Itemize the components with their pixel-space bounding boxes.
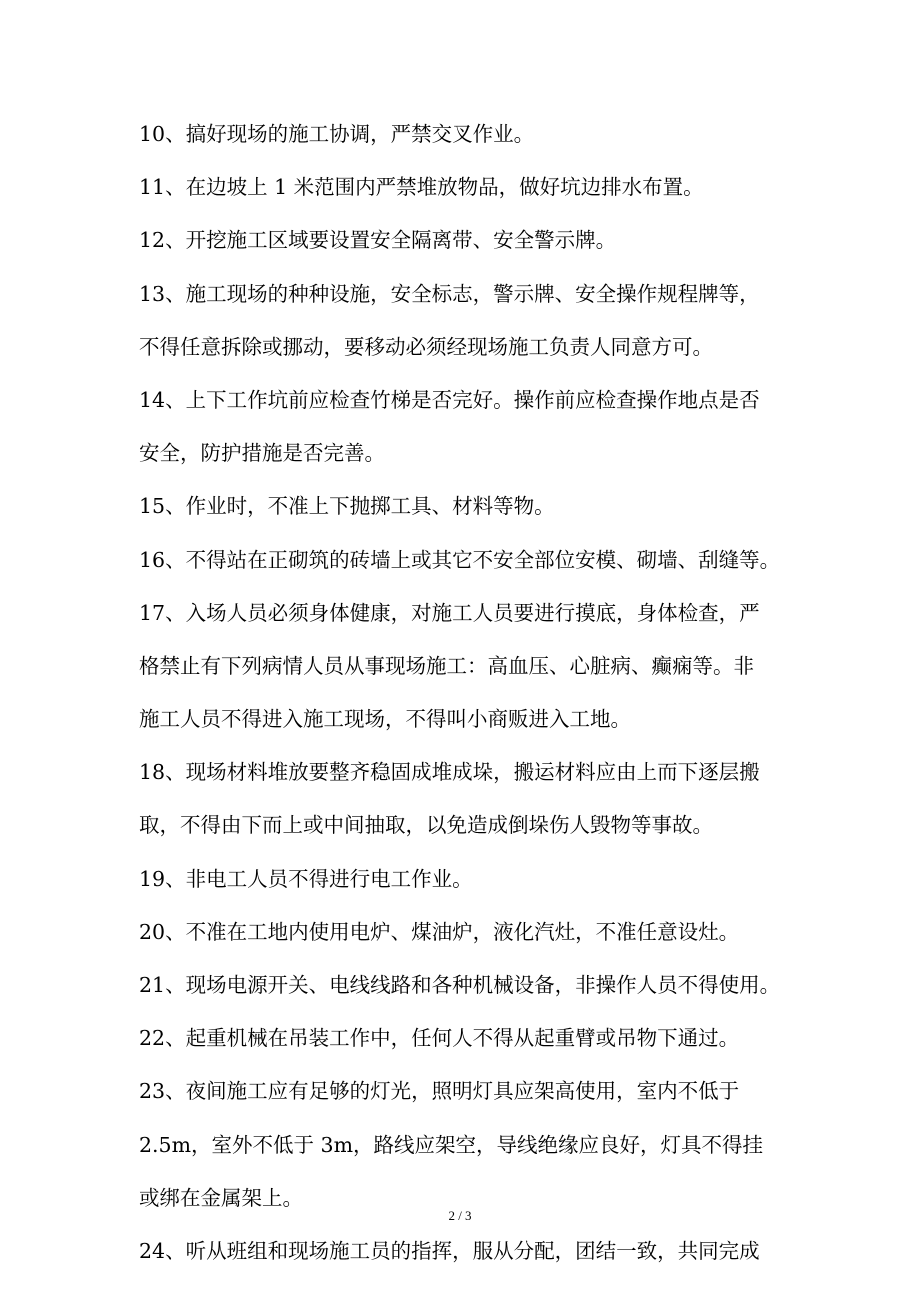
text-line: 16、不得站在正砌筑的砖墙上或其它不安全部位安模、砌墙、刮缝等。 xyxy=(139,547,781,572)
text-line: 13、施工现场的种种设施，安全标志，警示牌、安全操作规程牌等， xyxy=(139,281,760,306)
document-body xyxy=(139,112,789,1282)
text-line: 10、搞好现场的施工协调，严禁交叉作业。 xyxy=(139,122,535,146)
text-line: 取，不得由下而上或中间抽取，以免造成倒垛伤人毁物等事故。 xyxy=(139,813,713,838)
text-line: 14、上下工作坑前应检查竹梯是否完好。操作前应检查操作地点是否 xyxy=(139,387,760,412)
text-line: 施工人员不得进入施工现场，不得叫小商贩进入工地。 xyxy=(139,707,631,732)
text-line: 12、开挖施工区域要设置安全隔离带、安全警示牌。 xyxy=(139,228,617,253)
text-line: 2.5m，室外不低于 3m，路线应架空，导线绝缘应良好，灯具不得挂 xyxy=(139,1132,764,1157)
text-line: 11、在边坡上 1 米范围内严禁堆放物品，做好坑边排水布置。 xyxy=(139,175,704,200)
text-line: 19、非电工人员不得进行电工作业。 xyxy=(139,866,473,891)
page-number: 2 / 3 xyxy=(448,1208,472,1223)
text-line: 17、入场人员必须身体健康，对施工人员要进行摸底，身体检查，严 xyxy=(139,600,760,625)
text-line: 22、起重机械在吊装工作中，任何人不得从起重臂或吊物下通过。 xyxy=(139,1026,740,1051)
text-line: 24、听从班组和现场施工员的指挥，服从分配，团结一致，共同完成 xyxy=(139,1238,760,1263)
text-line: 安全，防护措施是否完善。 xyxy=(139,441,385,466)
text-line: 23、夜间施工应有足够的灯光，照明灯具应架高使用，室内不低于 xyxy=(139,1079,740,1104)
text-line: 20、不准在工地内使用电炉、煤油炉，液化汽灶，不准任意设灶。 xyxy=(139,919,740,944)
text-line: 不得任意拆除或挪动，要移动必须经现场施工负责人同意方可。 xyxy=(139,334,713,359)
text-line: 18、现场材料堆放要整齐稳固成堆成垛，搬运材料应由上而下逐层搬 xyxy=(139,760,760,785)
text-line: 21、现场电源开关、电线线路和各种机械设备，非操作人员不得使用。 xyxy=(139,973,781,997)
text-line: 15、作业时，不准上下抛掷工具、材料等物。 xyxy=(139,494,555,519)
text-line: 或绑在金属架上。 xyxy=(139,1185,303,1210)
text-line: 格禁止有下列病情人员从事现场施工：高血压、心脏病、癫痫等。非 xyxy=(139,653,754,678)
